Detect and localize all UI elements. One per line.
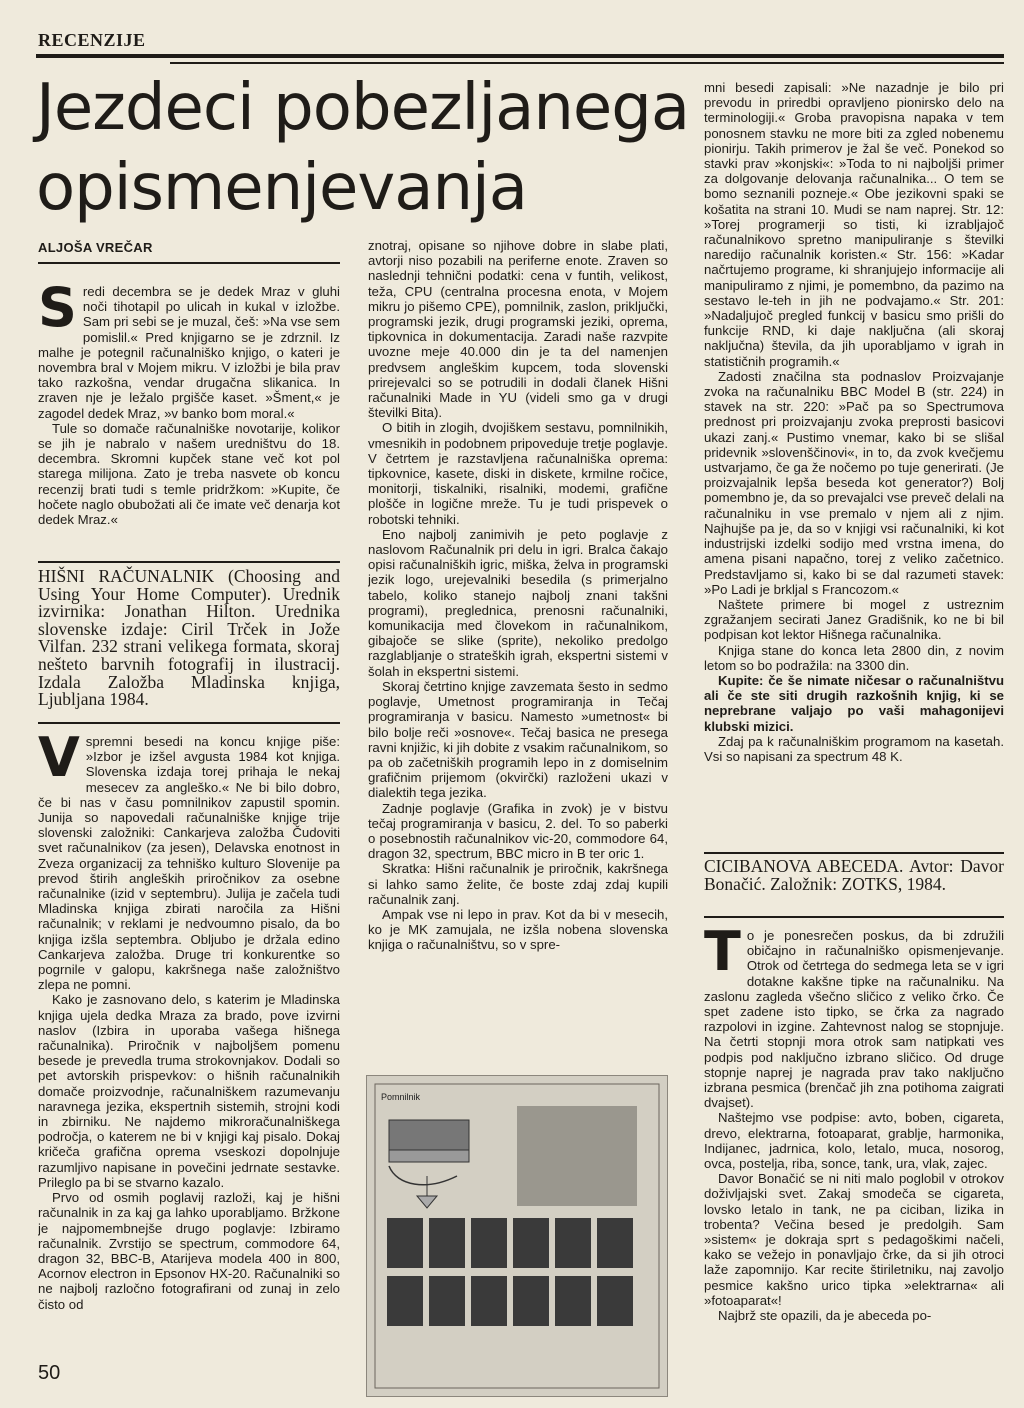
- review2-paragraph-1: To je ponesrečen poskus, da bi združili običajno in računalniško opismenjevanje. Otrok od četrtega do sedmega leta se v igri dotakne kakšne tipke na računalniku. Na zaslonu zagleda všečno sličico z veliko črko. Če spet zadene isto tipko, se črka za nagrado razpolovi in izgine. Zahtevnost nalog se stopnjuje. Na četrti stopnji mora otrok sam natipkati ves podpis pod naključno izbrano sličico. Od druge stopnje naprej je nagrada prav tako naključno izbrana pesmica (brenčač jih zna potihoma zaigrati dvajset).: [704, 928, 1004, 1111]
- review1-paragraph-2: Kako je zasnovano delo, s katerim je Mladinska knjiga ujela dedka Mraza za brado, pove izvirni naslov (Izbira in uporaba vašega hišnega računalnika). Priročnik v najboljšem pomenu besede je prevedla truma strokovnjakov. Dodali so pet avtorskih prispevkov: o hišnih računalnikih domače proizvodnje, računalniškem razumevanju naravnega jezika, ekspertnih sistemih, strojni kodi in zbirniku. Ne najdemo mikroračunalniškega področja, o katerem ne bi v knjigi kaj pisalo. Dokaj kričeča grafična oprema vseskozi dopolnjuje razumljivo napisane in povečini jedrnate sestavke. Prileglo pa bi se stvarno kazalo.: [38, 992, 340, 1190]
- dropcap: S: [38, 276, 77, 339]
- review1-paragraph-11: mni besedi zapisali: »Ne nazadnje je bilo pri prevodu in priredbi opravljeno pionirsko delo na terminologiji.« Groba pravopisna napaka v tem ponosnem stavku ne more biti za zgled nobenemu pionirju. Takih primerov je žal še več. Ponekod so stavki prav »konjski«: »Toda to ni najboljši primer za dolgovanje delovanja računalnika... O tem se bomo seznanili pozneje.« Obe jezikovni spaki se košatita na strani 10. Mudi se nam naprej. Str. 12: »Torej programerji so tisti, ki izrabljajoč računalnikovo spretno manipuliranje s številki naredijo računalnik koristen.« Str. 156: »Kadar načrtujemo programe, ki shranjujejo informacije ali manipuliramo z njimi, je pomembno, da pazimo na sestavo le-teh in jih ne podvajamo.« Str. 201: »Nadaljujoč pregled funkcij v basicu smo prišli do funkcije RND, ki daje naključna (ali skoraj naključna) števila, da jih uporabljamo v igrah in statističnih programih.«: [704, 80, 1004, 369]
- review1-paragraph-7: Skoraj četrtino knjige zavzemata šesto in sedmo poglavje, Umetnost programiranja in Tečaj programiranja v basicu. Namesto »umetnost« bi bilo bolje reči »osnove«. Tečaj basica ne presega ravni knjižic, ki jih dobite z vsakim računalnikom, so pa ob začetniških programih lepo in z domiselnim grafičnim prijemom (okvirčki) razloženi ukazi v dialektih tega jezika.: [368, 678, 668, 801]
- column-3-review2: [704, 928, 1004, 1388]
- review2-paragraph-2: Naštejmo vse podpise: avto, boben, cigareta, drevo, elektrarna, fotoaparat, grablje, harmonika, Indijanec, jadrnica, kolo, letalo, muca, nosorog, ovca, postelja, riba, sonce, tank, ura, vlak, zajec.: [704, 1110, 1004, 1172]
- page-number: 50: [38, 1362, 61, 1384]
- dropcap-t: T: [704, 928, 741, 983]
- review2-paragraph-4: Najbrž ste opazili, da je abeceda po-: [718, 1308, 932, 1324]
- review1-paragraph-1: Vspremni besedi na koncu knjige piše: »Izbor je izšel avgusta 1984 kot knjiga. Slovenska izdaja torej prihaja le nekaj mesecev za angleško.« Ne bi bilo dobro, če bi nas v času pomnilnikov zapustil spomin. Junija so napovedali računalniške knjige trije slovenski založniki: Cankarjeva založba Čudoviti svet računalnikov (za jesen), Delavska enotnost in Zveza organizacij za tehniško kulturo Slovenije pa prevod štirih angleških priročnikov za osebne računalnike (izid v septembru). Julija je začela tudi Mladinska knjiga zbirati naročila za Hišni računalnik; v reklami je nedvoumno pisalo, da bo knjiga izšla septembra. Obljubo je držala edino Cankarjeva založba. Druge tri konkurentke so pogrnile v galopu, kakršnega naše založništvo zlepa ne pomni.: [38, 734, 340, 993]
- review1-verdict: Kupite: če še nimate ničesar o računalništvu ali če ste siti drugih razkošnih knjig, ki se neprebrane valjajo po vaši mahagonijevi klubski mizici.: [704, 672, 1004, 734]
- section-tag: RECENZIJE: [38, 30, 146, 50]
- illustration: [367, 1076, 667, 1396]
- headline: [36, 68, 716, 228]
- column-3: [704, 80, 1004, 846]
- review1-paragraph-10: Ampak vse ni lepo in prav. Kot da bi v mesecih, ko je MK zamujala, ne izšla nobena slovenska knjiga o računalništvu, so v spre-: [368, 906, 668, 953]
- review1-paragraph-9: Skratka: Hišni računalnik je priročnik, kakršnega si lahko samo želite, če boste zdaj zdaj kupili računalnik zanj.: [368, 861, 668, 907]
- review1-paragraph-16: Zdaj pa k računalniškim programom na kasetah. Vsi so napisani za spectrum 48 K.: [704, 733, 1004, 764]
- book2-rule-bottom: [704, 916, 1004, 918]
- book-header-cicibanova-abeceda: CICIBANOVA ABECEDA. Avtor: Davor Bonačić. Založnik: ZOTKS, 1984.: [704, 856, 1004, 894]
- author-byline: ALJOŠA VREČAR: [38, 240, 153, 255]
- top-rule: [36, 54, 1004, 58]
- column-1-intro: [38, 276, 340, 528]
- review1-paragraph-5: O bitih in zlogih, dvojiškem sestavu, pomnilnikih, vmesnikih in podobnem pripoveduje tretje poglavje. V četrtem je razstavljena računalniška oprema: tipkovnice, kasete, diski in diskete, krmilne ročice, monitorji, tiskalniki, risalniki, modemi, grafične plošče in logične mreže. Tu je tudi prispevek o robotski tehniki.: [368, 420, 668, 527]
- review1-paragraph-12: Zadosti značilna sta podnaslov Proizvajanje zvoka na računalniku BBC Model B (str. 224) in stavek na str. 220: »Pač pa so Spectrumova prednost pri proizvajanju zvoka preprosti basicovi ukazi zanj.« Pustimo vnemar, kako bi se slišal pridevnik »slovenščinovi«, in to, da zvok kvečjemu ustvarjamo, če ga že nočemo po tuje generirati. (Je proizvajalnik lepša beseda kot generator?) Bolj pomembno je, da so prevajalci vse preveč delali na računalniku in vse premalo v njem ali z njim. Najhujše pa je, da so v knjigi vsi računalniki, ki kot industrijski izdelki sodijo med vrstna imena, do amena pisani napačno, torej z veliko začetnico. Predstavljamo si, kako bi se dal razumeti stavek: »Po Ladi je brkljal s Francozom.«: [704, 368, 1004, 597]
- headline-line-2: opismenjevanja: [36, 151, 527, 225]
- review1-paragraph-4: znotraj, opisane so njihove dobre in slabe plati, avtorji niso pozabili na periferne enote. Zraven so naslednji tehnični podatki: cena v funtih, velikost, teža, CPU (centralna procesna enota, v Mojem mikru jo pišemo CPE), pomnilnik, zaslon, priključki, programski jezik, drugi programski jeziki, oprema, tipkovnica in dokumentacija. Zaradi naše razvpite uvozne meje 40.000 din je ta del namenjen predvsem angleškim kupcem, toda slovenski prirejevalci so se potrudili in dodali članek Hišni računalniki Made in YU (videli smo ga v drugi številki Bita).: [368, 238, 668, 421]
- review1-paragraph-3: Prvo od osmih poglavij razloži, kaj je hišni računalnik in za kaj ga lahko uporabljamo. Bržkone je najpomembnejše drugo poglavje: Izbiramo računalnik. Zvrstijo se spectrum, commodore 64, dragon 32, BBC-B, Atarijeva modela 400 in 800, Acornov electron in Epsonov HX-20. Računalniki so ne najbolj razločno fotografirani od zunaj in zelo čisto od: [38, 1190, 340, 1312]
- column-2: [368, 238, 668, 1066]
- review2-paragraph-3: Davor Bonačić se ni niti malo poglobil v otrokov doživljajski svet. Zakaj smodeča se cigareta, lovsko letalo in tank, ne pa ciciban, lizika in trobenta? Večina besed je predolgih. Sam »sistem« je dokraja sprt s pedagoškimi načeli, kako se vežejo in ponavljajo črke, da si jih otroci laže zapomnijo. Kar recite štiriletniku, naj zavoljo pesmice kakšno urico tipka »elektrarna« ali »fotoaparat«!: [704, 1171, 1004, 1308]
- review1-paragraph-13: Naštete primere bi mogel z ustreznim zgražanjem secirati Janez Gradišnik, ko ne bi bil podpisan kot lektor Hišnega računalnika.: [704, 596, 1004, 643]
- headline-line-1: Jezdeci pobezljanega: [36, 71, 690, 145]
- book1-rule: [38, 561, 340, 563]
- review1-paragraph-8: Zadnje poglavje (Grafika in zvok) je v bistvu tečaj programiranja v basicu, 2. del. To so paberki o posebnostih računalnikov vic-20, commodore 64, dragon 32, spectrum, BBC micro in B ter oric 1.: [368, 800, 668, 862]
- book2-rule: [704, 852, 1004, 854]
- figure-label: Pomnilnik: [381, 1092, 421, 1102]
- book-header-hisni-racunalnik: HIŠNI RAČUNALNIK (Choosing and Using Your Home Computer). Urednik izvirnika: Jonathan Hilton. Urednika slovenske izdaje: Ciril Trček in Jože Vilfan. 232 strani velikega formata, skoraj nešteto barvnih fotografij in ilustracij. Izdala Založba Mladinska knjiga, Ljubljana 1984.: [38, 566, 340, 710]
- top-rule-secondary: [170, 62, 1004, 64]
- column-1-review: [38, 734, 340, 1354]
- author-rule: [38, 262, 340, 264]
- illustration-figure: [366, 1075, 668, 1397]
- intro-paragraph-2: Tule so domače računalniške novotarije, kolikor se jih je nabralo v našem uredništvu do 18. decembra. Skromni kupček stane več kot pol starega milijona. Zato je treba nasvete ob koncu recenzij brati tudi s temle pridržkom: »Kupite, če hočete naglo obubožati ali če imate več denarja kot dedek Mraz.«: [38, 420, 340, 528]
- book1-rule-bottom: [38, 722, 340, 724]
- intro-paragraph-1: Sredi decembra se je dedek Mraz v gluhi noči tihotapil po ulicah in kukal v izložbe. Sam pri sebi se je muzal, češ: »Na vse sem pomislil.« Pred knjigarno se je zdrznil. Iz malhe je potegnil računalniško knjigo, o kateri je novembra bral v Mojem mikru. V izložbi je bila prav tako razkošna, vendar drugačna slikanica. In zraven nje je ležalo prgišče kaset. »Šment,« je zagodel dedek Mraz, »v banko bom moral.«: [38, 276, 340, 421]
- review1-paragraph-14: Knjiga stane do konca leta 2800 din, z novim letom so bo podražila: na 3300 din.: [704, 642, 1004, 673]
- review1-paragraph-6: Eno najbolj zanimivih je peto poglavje z naslovom Računalnik pri delu in igri. Bralca čakajo opisi računalniških igric, miška, želva in programski jezik logo, urejevalniki besedila (s primerjalno tabelo, koliko stanejo najbolj znani takšni programi), preglednica, prenosni računalniki, komunikacija med človekom in računalnikom, gibajoče se slike (sprite), nekoliko predolgo razglabljanje o strateških igrah, ekspertni sistemi v šolah in ekspertni sistemi.: [368, 526, 668, 679]
- dropcap-v: V: [38, 734, 80, 789]
